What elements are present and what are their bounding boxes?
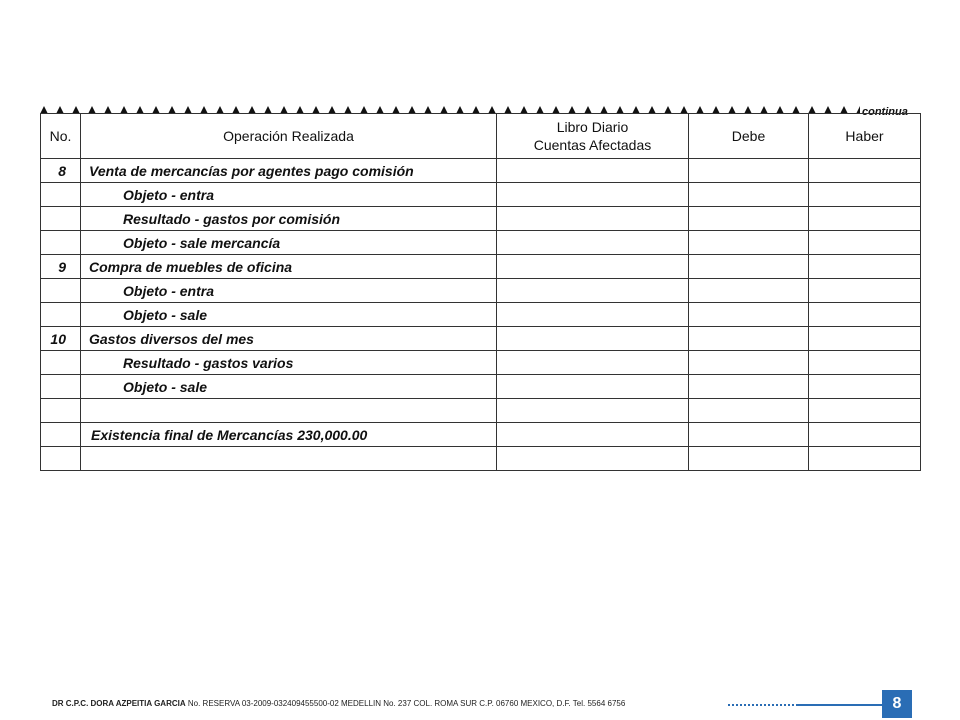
cell-libro bbox=[497, 279, 689, 303]
cell-haber bbox=[809, 399, 921, 423]
cell-haber bbox=[809, 207, 921, 231]
cell-debe bbox=[689, 279, 809, 303]
cell-no bbox=[41, 375, 81, 399]
cell-operation: Objeto - sale bbox=[81, 375, 497, 399]
table-row bbox=[41, 423, 921, 447]
cell-operation: Objeto - entra bbox=[81, 279, 497, 303]
cell-haber bbox=[809, 303, 921, 327]
cell-debe bbox=[689, 207, 809, 231]
cell-haber bbox=[809, 375, 921, 399]
cell-no: 10 bbox=[41, 327, 81, 351]
cell-debe bbox=[689, 399, 809, 423]
continua-label: continua bbox=[862, 106, 908, 118]
cell-operation: Objeto - sale mercancía bbox=[81, 231, 497, 255]
footer-details: No. RESERVA 03-2009-032409455500-02 MEDELLIN No. 237 COL. ROMA SUR C.P. 06760 MEXICO, D.F. Tel. 5564 6756 bbox=[185, 699, 626, 708]
footer-author: DR C.P.C. DORA AZPEITIA GARCIA bbox=[52, 699, 186, 708]
header-operation: Operación Realizada bbox=[81, 114, 497, 159]
footer-text bbox=[52, 699, 625, 708]
table-row bbox=[41, 447, 921, 471]
cell-libro bbox=[497, 447, 689, 471]
cell-no bbox=[41, 399, 81, 423]
cell-libro bbox=[497, 423, 689, 447]
cell-no bbox=[41, 231, 81, 255]
table-row bbox=[41, 255, 921, 279]
cell-no bbox=[41, 423, 81, 447]
cell-operation: Objeto - sale bbox=[81, 303, 497, 327]
ledger-table bbox=[40, 113, 921, 471]
cell-no bbox=[41, 207, 81, 231]
cell-operation: Gastos diversos del mes bbox=[81, 327, 497, 351]
cell-operation bbox=[81, 399, 497, 423]
table-row bbox=[41, 303, 921, 327]
cell-debe bbox=[689, 447, 809, 471]
cell-debe bbox=[689, 183, 809, 207]
table-row bbox=[41, 159, 921, 183]
cell-no bbox=[41, 279, 81, 303]
cell-libro bbox=[497, 183, 689, 207]
header-libro-line1: Libro Diario bbox=[556, 119, 629, 135]
cell-no: 9 bbox=[41, 255, 81, 279]
cell-haber bbox=[809, 255, 921, 279]
cell-debe bbox=[689, 303, 809, 327]
cell-operation: Venta de mercancías por agentes pago comisión bbox=[81, 159, 497, 183]
cell-no bbox=[41, 351, 81, 375]
cell-haber bbox=[809, 231, 921, 255]
header-no: No. bbox=[41, 114, 81, 159]
table-row bbox=[41, 351, 921, 375]
cell-haber bbox=[809, 159, 921, 183]
cell-debe bbox=[689, 423, 809, 447]
cell-no bbox=[41, 183, 81, 207]
cell-operation: Existencia final de Mercancías 230,000.00 bbox=[81, 423, 497, 447]
cell-no: 8 bbox=[41, 159, 81, 183]
cell-haber bbox=[809, 327, 921, 351]
table-row bbox=[41, 375, 921, 399]
cell-haber bbox=[809, 423, 921, 447]
cell-operation bbox=[81, 447, 497, 471]
header-row bbox=[41, 114, 921, 159]
cell-debe bbox=[689, 159, 809, 183]
cell-haber bbox=[809, 447, 921, 471]
cell-operation: Objeto - entra bbox=[81, 183, 497, 207]
table-row bbox=[41, 399, 921, 423]
cell-libro bbox=[497, 207, 689, 231]
cell-haber bbox=[809, 279, 921, 303]
cell-haber bbox=[809, 351, 921, 375]
cell-debe bbox=[689, 375, 809, 399]
cell-libro bbox=[497, 255, 689, 279]
cell-no bbox=[41, 447, 81, 471]
header-libro-diario bbox=[497, 114, 689, 159]
header-haber: Haber bbox=[809, 114, 921, 159]
cell-libro bbox=[497, 327, 689, 351]
cell-libro bbox=[497, 303, 689, 327]
header-libro-line2: Cuentas Afectadas bbox=[533, 137, 652, 153]
cell-operation: Compra de muebles de oficina bbox=[81, 255, 497, 279]
cell-libro bbox=[497, 375, 689, 399]
cell-debe bbox=[689, 327, 809, 351]
cell-libro bbox=[497, 159, 689, 183]
table-row bbox=[41, 279, 921, 303]
header-debe: Debe bbox=[689, 114, 809, 159]
table-row bbox=[41, 183, 921, 207]
cell-libro bbox=[497, 231, 689, 255]
footer-dotted-line bbox=[728, 704, 798, 706]
cell-debe bbox=[689, 351, 809, 375]
page-number-badge: 8 bbox=[882, 690, 912, 718]
cell-debe bbox=[689, 255, 809, 279]
cell-operation: Resultado - gastos por comisión bbox=[81, 207, 497, 231]
cell-debe bbox=[689, 231, 809, 255]
table-row bbox=[41, 327, 921, 351]
cell-libro bbox=[497, 399, 689, 423]
cell-no bbox=[41, 303, 81, 327]
cell-operation: Resultado - gastos varios bbox=[81, 351, 497, 375]
table-row bbox=[41, 231, 921, 255]
footer-solid-line bbox=[798, 704, 882, 706]
cell-haber bbox=[809, 183, 921, 207]
cell-libro bbox=[497, 351, 689, 375]
table-row bbox=[41, 207, 921, 231]
